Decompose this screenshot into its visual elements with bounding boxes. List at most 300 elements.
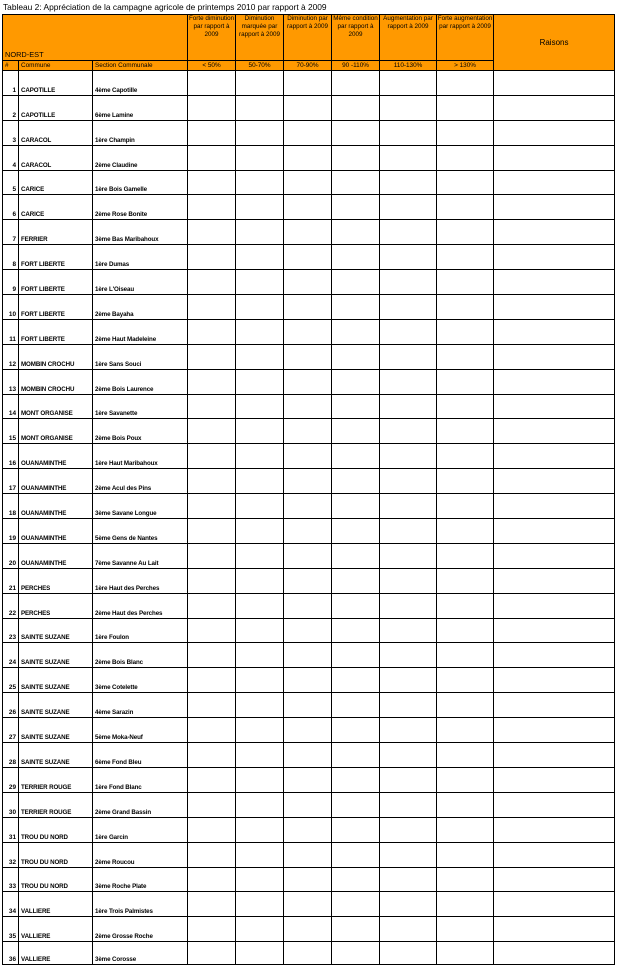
rating-cell-1[interactable] <box>188 494 236 519</box>
rating-cell-1[interactable] <box>188 469 236 494</box>
rating-cell-2[interactable] <box>236 867 284 892</box>
commune-cell: MONT ORGANISE <box>19 419 93 444</box>
rating-cell-4[interactable] <box>332 195 380 220</box>
rating-cell-1[interactable] <box>188 344 236 369</box>
rating-cell-1[interactable] <box>188 519 236 544</box>
rating-cell-2[interactable] <box>236 145 284 170</box>
rating-cell-4[interactable] <box>332 892 380 917</box>
row-number: 4 <box>3 145 19 170</box>
table-row <box>3 519 615 544</box>
rating-cell-6[interactable] <box>437 743 494 768</box>
rating-cell-3[interactable] <box>284 693 332 718</box>
raisons-cell[interactable] <box>494 942 615 965</box>
rating-cell-4[interactable] <box>332 145 380 170</box>
rating-cell-4[interactable] <box>332 519 380 544</box>
rating-cell-4[interactable] <box>332 668 380 693</box>
rating-cell-3[interactable] <box>284 668 332 693</box>
rating-header-3: Diminution par rapport à 2009 <box>284 15 332 61</box>
rating-cell-3[interactable] <box>284 220 332 245</box>
rating-cell-5[interactable] <box>380 842 437 867</box>
rating-cell-1[interactable] <box>188 668 236 693</box>
rating-cell-5[interactable] <box>380 618 437 643</box>
rating-cell-3[interactable] <box>284 643 332 668</box>
rating-cell-1[interactable] <box>188 817 236 842</box>
section-cell: 1ère Fond Blanc <box>93 767 188 792</box>
raisons-cell[interactable] <box>494 295 615 320</box>
range-header-4: 90 -110% <box>332 61 380 71</box>
rating-cell-4[interactable] <box>332 245 380 270</box>
rating-cell-3[interactable] <box>284 917 332 942</box>
section-cell: 4ème Capotille <box>93 71 188 96</box>
rating-cell-5[interactable] <box>380 743 437 768</box>
row-number: 5 <box>3 170 19 195</box>
rating-cell-3[interactable] <box>284 743 332 768</box>
rating-cell-5[interactable] <box>380 170 437 195</box>
raisons-cell[interactable] <box>494 917 615 942</box>
raisons-header: Raisons <box>494 15 615 71</box>
rating-cell-4[interactable] <box>332 792 380 817</box>
rating-cell-5[interactable] <box>380 767 437 792</box>
rating-cell-2[interactable] <box>236 767 284 792</box>
rating-cell-6[interactable] <box>437 170 494 195</box>
rating-cell-6[interactable] <box>437 593 494 618</box>
rating-cell-3[interactable] <box>284 344 332 369</box>
raisons-cell[interactable] <box>494 767 615 792</box>
rating-cell-4[interactable] <box>332 295 380 320</box>
rating-cell-6[interactable] <box>437 792 494 817</box>
rating-cell-4[interactable] <box>332 593 380 618</box>
rating-cell-4[interactable] <box>332 718 380 743</box>
rating-cell-1[interactable] <box>188 170 236 195</box>
rating-cell-6[interactable] <box>437 618 494 643</box>
raisons-cell[interactable] <box>494 568 615 593</box>
rating-cell-6[interactable] <box>437 668 494 693</box>
rating-cell-3[interactable] <box>284 419 332 444</box>
rating-cell-3[interactable] <box>284 494 332 519</box>
rating-cell-1[interactable] <box>188 743 236 768</box>
rating-cell-1[interactable] <box>188 767 236 792</box>
rating-cell-4[interactable] <box>332 319 380 344</box>
rating-header-4: Même condition par rapport à 2009 <box>332 15 380 61</box>
rating-cell-2[interactable] <box>236 917 284 942</box>
raisons-cell[interactable] <box>494 344 615 369</box>
rating-cell-5[interactable] <box>380 792 437 817</box>
section-cell: 3ème Cotelette <box>93 668 188 693</box>
raisons-cell[interactable] <box>494 319 615 344</box>
rating-cell-3[interactable] <box>284 867 332 892</box>
raisons-cell[interactable] <box>494 419 615 444</box>
rating-cell-4[interactable] <box>332 120 380 145</box>
rating-cell-6[interactable] <box>437 444 494 469</box>
rating-cell-4[interactable] <box>332 344 380 369</box>
rating-cell-2[interactable] <box>236 543 284 568</box>
raisons-cell[interactable] <box>494 643 615 668</box>
rating-cell-2[interactable] <box>236 319 284 344</box>
rating-cell-1[interactable] <box>188 892 236 917</box>
rating-cell-3[interactable] <box>284 170 332 195</box>
rating-cell-5[interactable] <box>380 817 437 842</box>
raisons-cell[interactable] <box>494 170 615 195</box>
rating-cell-2[interactable] <box>236 369 284 394</box>
table-row <box>3 892 615 917</box>
rating-cell-2[interactable] <box>236 469 284 494</box>
rating-cell-5[interactable] <box>380 145 437 170</box>
spreadsheet-sheet <box>2 2 614 964</box>
rating-cell-4[interactable] <box>332 917 380 942</box>
raisons-cell[interactable] <box>494 718 615 743</box>
rating-cell-5[interactable] <box>380 867 437 892</box>
rating-cell-4[interactable] <box>332 394 380 419</box>
rating-cell-4[interactable] <box>332 743 380 768</box>
raisons-cell[interactable] <box>494 220 615 245</box>
rating-cell-1[interactable] <box>188 618 236 643</box>
rating-cell-6[interactable] <box>437 120 494 145</box>
rating-cell-6[interactable] <box>437 195 494 220</box>
rating-cell-6[interactable] <box>437 643 494 668</box>
rating-cell-6[interactable] <box>437 568 494 593</box>
raisons-cell[interactable] <box>494 842 615 867</box>
rating-cell-1[interactable] <box>188 120 236 145</box>
rating-cell-1[interactable] <box>188 792 236 817</box>
rating-cell-3[interactable] <box>284 892 332 917</box>
rating-cell-4[interactable] <box>332 469 380 494</box>
rating-cell-1[interactable] <box>188 842 236 867</box>
raisons-cell[interactable] <box>494 494 615 519</box>
rating-cell-6[interactable] <box>437 494 494 519</box>
raisons-cell[interactable] <box>494 519 615 544</box>
rating-cell-6[interactable] <box>437 917 494 942</box>
rating-cell-2[interactable] <box>236 295 284 320</box>
rating-cell-2[interactable] <box>236 71 284 96</box>
rating-cell-6[interactable] <box>437 469 494 494</box>
rating-cell-2[interactable] <box>236 643 284 668</box>
rating-cell-3[interactable] <box>284 295 332 320</box>
rating-cell-3[interactable] <box>284 469 332 494</box>
rating-cell-6[interactable] <box>437 270 494 295</box>
raisons-cell[interactable] <box>494 618 615 643</box>
rating-cell-3[interactable] <box>284 120 332 145</box>
raisons-cell[interactable] <box>494 71 615 96</box>
rating-cell-2[interactable] <box>236 444 284 469</box>
rating-cell-4[interactable] <box>332 369 380 394</box>
rating-cell-5[interactable] <box>380 892 437 917</box>
section-cell: 2ème Haut des Perches <box>93 593 188 618</box>
row-number: 1 <box>3 71 19 96</box>
rating-header-5: Augmentation par rapport à 2009 <box>380 15 437 61</box>
rating-cell-1[interactable] <box>188 917 236 942</box>
rating-cell-3[interactable] <box>284 817 332 842</box>
rating-cell-6[interactable] <box>437 394 494 419</box>
rating-cell-5[interactable] <box>380 270 437 295</box>
rating-cell-3[interactable] <box>284 942 332 965</box>
rating-cell-3[interactable] <box>284 593 332 618</box>
rating-cell-1[interactable] <box>188 95 236 120</box>
rating-cell-1[interactable] <box>188 295 236 320</box>
row-number: 13 <box>3 369 19 394</box>
commune-cell: PERCHES <box>19 593 93 618</box>
raisons-cell[interactable] <box>494 444 615 469</box>
rating-cell-6[interactable] <box>437 295 494 320</box>
rating-cell-6[interactable] <box>437 71 494 96</box>
rating-cell-6[interactable] <box>437 767 494 792</box>
rating-cell-5[interactable] <box>380 568 437 593</box>
rating-header-1: Forte diminution par rapport à 2009 <box>188 15 236 61</box>
rating-cell-5[interactable] <box>380 344 437 369</box>
section-cell: 2ème Acul des Pins <box>93 469 188 494</box>
rating-cell-5[interactable] <box>380 220 437 245</box>
rating-cell-2[interactable] <box>236 693 284 718</box>
rating-cell-1[interactable] <box>188 245 236 270</box>
row-number: 9 <box>3 270 19 295</box>
rating-cell-1[interactable] <box>188 693 236 718</box>
rating-cell-5[interactable] <box>380 71 437 96</box>
header-row-labels <box>3 15 615 61</box>
table-row <box>3 295 615 320</box>
raisons-cell[interactable] <box>494 120 615 145</box>
rating-cell-2[interactable] <box>236 842 284 867</box>
rating-cell-2[interactable] <box>236 95 284 120</box>
rating-cell-6[interactable] <box>437 543 494 568</box>
rating-cell-2[interactable] <box>236 419 284 444</box>
raisons-cell[interactable] <box>494 245 615 270</box>
raisons-cell[interactable] <box>494 195 615 220</box>
rating-cell-5[interactable] <box>380 120 437 145</box>
rating-cell-5[interactable] <box>380 394 437 419</box>
rating-cell-1[interactable] <box>188 718 236 743</box>
rating-cell-1[interactable] <box>188 394 236 419</box>
rating-cell-3[interactable] <box>284 543 332 568</box>
rating-cell-1[interactable] <box>188 444 236 469</box>
rating-cell-3[interactable] <box>284 792 332 817</box>
rating-cell-1[interactable] <box>188 145 236 170</box>
raisons-cell[interactable] <box>494 817 615 842</box>
raisons-cell[interactable] <box>494 95 615 120</box>
rating-cell-1[interactable] <box>188 270 236 295</box>
rating-cell-5[interactable] <box>380 319 437 344</box>
rating-cell-5[interactable] <box>380 593 437 618</box>
rating-cell-4[interactable] <box>332 444 380 469</box>
rating-cell-5[interactable] <box>380 295 437 320</box>
rating-cell-4[interactable] <box>332 693 380 718</box>
rating-cell-4[interactable] <box>332 867 380 892</box>
rating-cell-5[interactable] <box>380 917 437 942</box>
rating-cell-3[interactable] <box>284 369 332 394</box>
rating-cell-5[interactable] <box>380 195 437 220</box>
raisons-cell[interactable] <box>494 270 615 295</box>
rating-cell-4[interactable] <box>332 220 380 245</box>
rating-cell-5[interactable] <box>380 643 437 668</box>
raisons-cell[interactable] <box>494 543 615 568</box>
assessment-table <box>2 14 615 965</box>
rating-cell-1[interactable] <box>188 543 236 568</box>
rating-cell-4[interactable] <box>332 494 380 519</box>
rating-cell-3[interactable] <box>284 519 332 544</box>
rating-cell-6[interactable] <box>437 145 494 170</box>
table-row <box>3 593 615 618</box>
rating-cell-4[interactable] <box>332 842 380 867</box>
commune-cell: VALLIERE <box>19 892 93 917</box>
rating-cell-3[interactable] <box>284 394 332 419</box>
rating-cell-1[interactable] <box>188 593 236 618</box>
rating-cell-2[interactable] <box>236 743 284 768</box>
rating-cell-2[interactable] <box>236 170 284 195</box>
rating-cell-5[interactable] <box>380 718 437 743</box>
table-row <box>3 270 615 295</box>
rating-cell-5[interactable] <box>380 95 437 120</box>
rating-cell-2[interactable] <box>236 792 284 817</box>
raisons-cell[interactable] <box>494 394 615 419</box>
rating-cell-4[interactable] <box>332 817 380 842</box>
commune-cell: CARICE <box>19 170 93 195</box>
rating-cell-4[interactable] <box>332 942 380 965</box>
rating-cell-2[interactable] <box>236 245 284 270</box>
row-number: 30 <box>3 792 19 817</box>
row-number: 12 <box>3 344 19 369</box>
rating-cell-2[interactable] <box>236 195 284 220</box>
row-number: 26 <box>3 693 19 718</box>
rating-cell-1[interactable] <box>188 319 236 344</box>
row-number: 8 <box>3 245 19 270</box>
commune-cell: SAINTE SUZANE <box>19 618 93 643</box>
rating-cell-4[interactable] <box>332 170 380 195</box>
rating-cell-4[interactable] <box>332 568 380 593</box>
rating-cell-2[interactable] <box>236 519 284 544</box>
rating-cell-6[interactable] <box>437 220 494 245</box>
rating-cell-1[interactable] <box>188 419 236 444</box>
row-number: 25 <box>3 668 19 693</box>
raisons-cell[interactable] <box>494 469 615 494</box>
raisons-cell[interactable] <box>494 792 615 817</box>
rating-cell-5[interactable] <box>380 942 437 965</box>
row-number: 36 <box>3 942 19 965</box>
rating-cell-6[interactable] <box>437 519 494 544</box>
rating-cell-1[interactable] <box>188 195 236 220</box>
rating-cell-2[interactable] <box>236 270 284 295</box>
range-header-6: > 130% <box>437 61 494 71</box>
rating-cell-2[interactable] <box>236 817 284 842</box>
rating-cell-4[interactable] <box>332 419 380 444</box>
raisons-cell[interactable] <box>494 867 615 892</box>
row-number: 34 <box>3 892 19 917</box>
commune-cell: MONT ORGANISE <box>19 394 93 419</box>
rating-cell-6[interactable] <box>437 344 494 369</box>
rating-cell-1[interactable] <box>188 369 236 394</box>
rating-cell-5[interactable] <box>380 369 437 394</box>
rating-cell-3[interactable] <box>284 270 332 295</box>
commune-cell: FERRIER <box>19 220 93 245</box>
rating-cell-5[interactable] <box>380 693 437 718</box>
rating-cell-5[interactable] <box>380 245 437 270</box>
commune-cell: OUANAMINTHE <box>19 494 93 519</box>
raisons-cell[interactable] <box>494 892 615 917</box>
rating-cell-6[interactable] <box>437 319 494 344</box>
rating-cell-6[interactable] <box>437 245 494 270</box>
rating-cell-4[interactable] <box>332 71 380 96</box>
rating-cell-3[interactable] <box>284 145 332 170</box>
rating-cell-3[interactable] <box>284 245 332 270</box>
rating-cell-5[interactable] <box>380 668 437 693</box>
rating-cell-1[interactable] <box>188 867 236 892</box>
rating-cell-2[interactable] <box>236 220 284 245</box>
row-number: 3 <box>3 120 19 145</box>
rating-cell-6[interactable] <box>437 817 494 842</box>
rating-cell-2[interactable] <box>236 494 284 519</box>
rating-cell-4[interactable] <box>332 767 380 792</box>
rating-cell-4[interactable] <box>332 95 380 120</box>
rating-cell-6[interactable] <box>437 369 494 394</box>
raisons-cell[interactable] <box>494 369 615 394</box>
rating-cell-3[interactable] <box>284 195 332 220</box>
commune-cell: OUANAMINTHE <box>19 444 93 469</box>
rating-cell-5[interactable] <box>380 543 437 568</box>
rating-cell-3[interactable] <box>284 319 332 344</box>
rating-cell-3[interactable] <box>284 842 332 867</box>
rating-cell-4[interactable] <box>332 270 380 295</box>
rating-cell-6[interactable] <box>437 892 494 917</box>
rating-cell-1[interactable] <box>188 568 236 593</box>
rating-cell-2[interactable] <box>236 718 284 743</box>
rating-cell-4[interactable] <box>332 618 380 643</box>
rating-cell-6[interactable] <box>437 867 494 892</box>
rating-cell-2[interactable] <box>236 120 284 145</box>
rating-cell-2[interactable] <box>236 942 284 965</box>
rating-cell-3[interactable] <box>284 71 332 96</box>
raisons-cell[interactable] <box>494 693 615 718</box>
rating-cell-2[interactable] <box>236 593 284 618</box>
rating-cell-2[interactable] <box>236 668 284 693</box>
rating-cell-2[interactable] <box>236 344 284 369</box>
rating-cell-3[interactable] <box>284 767 332 792</box>
rating-cell-5[interactable] <box>380 419 437 444</box>
rating-cell-3[interactable] <box>284 568 332 593</box>
raisons-cell[interactable] <box>494 145 615 170</box>
rating-cell-2[interactable] <box>236 394 284 419</box>
table-row <box>3 842 615 867</box>
rating-cell-5[interactable] <box>380 519 437 544</box>
raisons-cell[interactable] <box>494 668 615 693</box>
rating-cell-5[interactable] <box>380 444 437 469</box>
rating-cell-4[interactable] <box>332 543 380 568</box>
raisons-cell[interactable] <box>494 593 615 618</box>
rating-cell-5[interactable] <box>380 494 437 519</box>
table-row <box>3 867 615 892</box>
commune-cell: OUANAMINTHE <box>19 519 93 544</box>
rating-cell-1[interactable] <box>188 71 236 96</box>
table-row <box>3 170 615 195</box>
rating-cell-6[interactable] <box>437 95 494 120</box>
rating-cell-3[interactable] <box>284 718 332 743</box>
rating-cell-2[interactable] <box>236 892 284 917</box>
row-number: 11 <box>3 319 19 344</box>
row-number: 2 <box>3 95 19 120</box>
rating-cell-5[interactable] <box>380 469 437 494</box>
rating-cell-3[interactable] <box>284 444 332 469</box>
rating-cell-1[interactable] <box>188 220 236 245</box>
rating-cell-2[interactable] <box>236 568 284 593</box>
rating-cell-1[interactable] <box>188 643 236 668</box>
rating-cell-6[interactable] <box>437 718 494 743</box>
raisons-cell[interactable] <box>494 743 615 768</box>
rating-cell-3[interactable] <box>284 95 332 120</box>
rating-cell-6[interactable] <box>437 842 494 867</box>
rating-cell-6[interactable] <box>437 419 494 444</box>
rating-cell-1[interactable] <box>188 942 236 965</box>
rating-cell-6[interactable] <box>437 942 494 965</box>
rating-cell-4[interactable] <box>332 643 380 668</box>
rating-cell-6[interactable] <box>437 693 494 718</box>
rating-cell-3[interactable] <box>284 618 332 643</box>
rating-cell-2[interactable] <box>236 618 284 643</box>
